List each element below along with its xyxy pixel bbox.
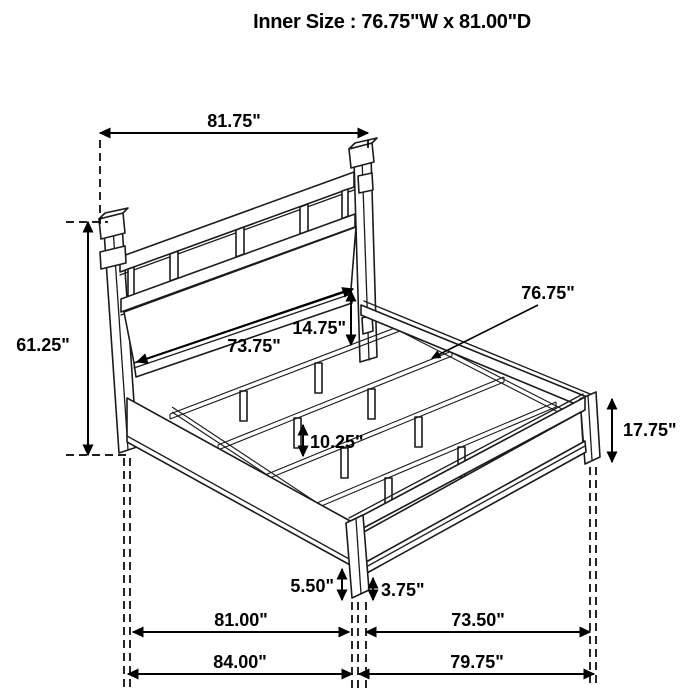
headboard-lattice-slat: [236, 227, 244, 257]
footboard-panel: [362, 412, 583, 565]
dim-inner-depth: [133, 610, 349, 632]
dim-label-overall-depth: 84.00": [213, 652, 267, 672]
dim-footboard-height: [612, 399, 677, 462]
headboard-lattice-slat: [300, 204, 308, 234]
dim-label-headboard-inner-width: 73.75": [227, 336, 281, 356]
headboard-post-bracket: [358, 173, 373, 193]
dim-headboard-height: [16, 222, 88, 455]
dim-label-overall-width-side: 79.75": [450, 652, 504, 672]
dim-label-panel-to-slat: 14.75": [292, 318, 346, 338]
dim-slat-floor-height: [303, 425, 364, 456]
dim-label-footboard-height: 17.75": [623, 420, 677, 440]
dim-label-footboard-clearance: 3.75": [381, 580, 425, 600]
dim-label-headboard-width: 81.75": [207, 111, 261, 131]
dim-overall-depth: [128, 652, 352, 674]
side-rail-near: [127, 398, 352, 566]
headboard-lattice-slat: [128, 267, 134, 298]
bed-drawing: [99, 138, 600, 598]
diagram-title: Inner Size : 76.75"W x 81.00"D: [253, 11, 531, 33]
dim-label-slat-length: 76.75": [521, 283, 575, 303]
dim-rail-clearance: [290, 569, 342, 600]
dim-footboard-span: [366, 610, 590, 632]
dim-headboard-width: [100, 111, 368, 133]
dim-label-footboard-span: 73.50": [451, 610, 505, 630]
dim-label-slat-floor-height: 10.25": [310, 432, 364, 452]
footboard: [346, 392, 600, 598]
dim-label-rail-clearance: 5.50": [290, 576, 334, 596]
side-rail-far: [361, 301, 595, 410]
dim-slat-length: [432, 283, 575, 358]
dim-label-headboard-height: 61.25": [16, 335, 70, 355]
dim-label-inner-depth: 81.00": [214, 610, 268, 630]
dim-footboard-clearance: [373, 578, 425, 600]
headboard-lattice-slat: [342, 189, 348, 219]
headboard-lattice-slat: [170, 251, 178, 281]
dim-overall-width-side: [359, 652, 594, 674]
